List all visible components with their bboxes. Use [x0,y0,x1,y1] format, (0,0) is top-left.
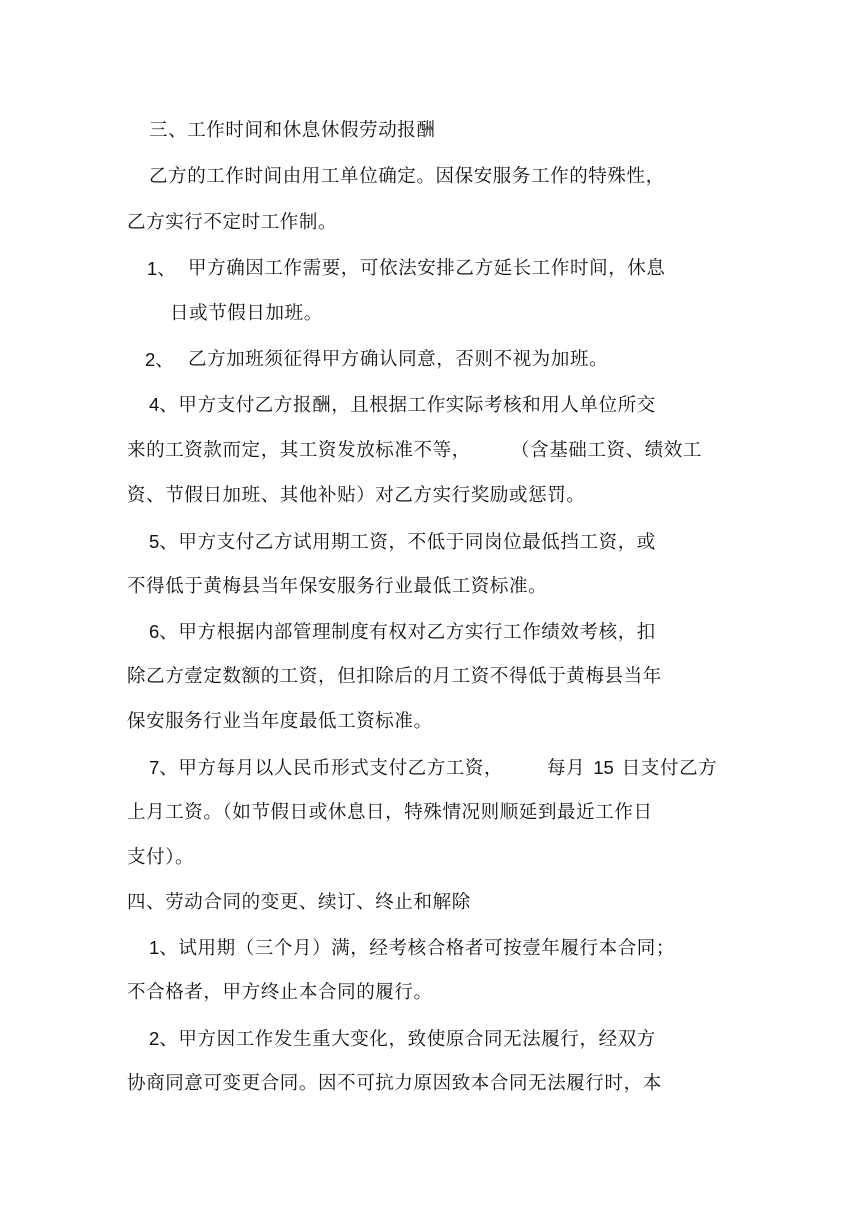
item-7-paragraph-line-1a: 7、甲方每月以人民币形式支付乙方工资， [149,757,504,779]
section-four-item-1-line-1: 1、试用期（三个月）满，经考核合格者可按壹年履行本合同； [149,937,675,959]
section-four-item-2-line-1: 2、甲方因工作发生重大变化，致使原合同无法履行，经双方 [149,1028,656,1050]
item-2-number: 2、 [145,349,174,370]
item-5-paragraph-line-1: 5、甲方支付乙方试用期工资，不低于同岗位最低挡工资，或 [149,531,656,553]
item-2-line-1: 乙方加班须征得甲方确认同意，否则不视为加班。 [188,349,609,370]
section-three-intro-line-1: 乙方的工作时间由用工单位确定。因保安服务工作的特殊性， [149,166,665,187]
section-three-intro-line-2: 乙方实行不定时工作制。 [127,212,338,233]
section-three-heading: 三、工作时间和休息休假劳动报酬 [149,120,436,141]
item-4-line-2b: （含基础工资、绩效工 [511,440,703,461]
item-1-line-1: 甲方确因工作需要，可依法安排乙方延长工作时间，休息 [188,258,666,279]
item-1-line-2: 日或节假日加班。 [170,303,323,324]
item-4-line-2a: 来的工资款而定，其工资发放标准不等， [127,440,471,461]
item-6-paragraph-line-1: 6、甲方根据内部管理制度有权对乙方实行工作绩效考核，扣 [149,621,656,643]
item-4-paragraph-line-1: 4、甲方支付乙方报酬，且根据工作实际考核和用人单位所交 [149,394,656,416]
section-four-heading: 四、劳动合同的变更、续订、终止和解除 [127,892,471,913]
item-7-line-3: 支付）。 [127,847,195,868]
item-5-line-2: 不得低于黄梅县当年保安服务行业最低工资标准。 [127,576,548,597]
section-four-item-1-line-2: 不合格者，甲方终止本合同的履行。 [127,982,433,1003]
payday-number: 15 [593,757,614,778]
section-four-item-2-line-2: 协商同意可变更合同。因不可抗力原因致本合同无法履行时，本 [127,1073,662,1094]
item-1-number: 1、 [147,258,176,279]
item-7-line-2: 上月工资。（如节假日或休息日，特殊情况则顺延到最近工作日 [127,802,653,823]
item-6-line-3: 保安服务行业当年度最低工资标准。 [127,711,433,732]
item-4-line-3: 资、节假日加班、其他补贴）对乙方实行奖励或惩罚。 [127,485,586,506]
item-6-line-2: 除乙方壹定数额的工资，但扣除后的月工资不得低于黄梅县当年 [127,666,662,687]
item-7-line-1b: 每月 15 日支付乙方 [547,757,718,779]
